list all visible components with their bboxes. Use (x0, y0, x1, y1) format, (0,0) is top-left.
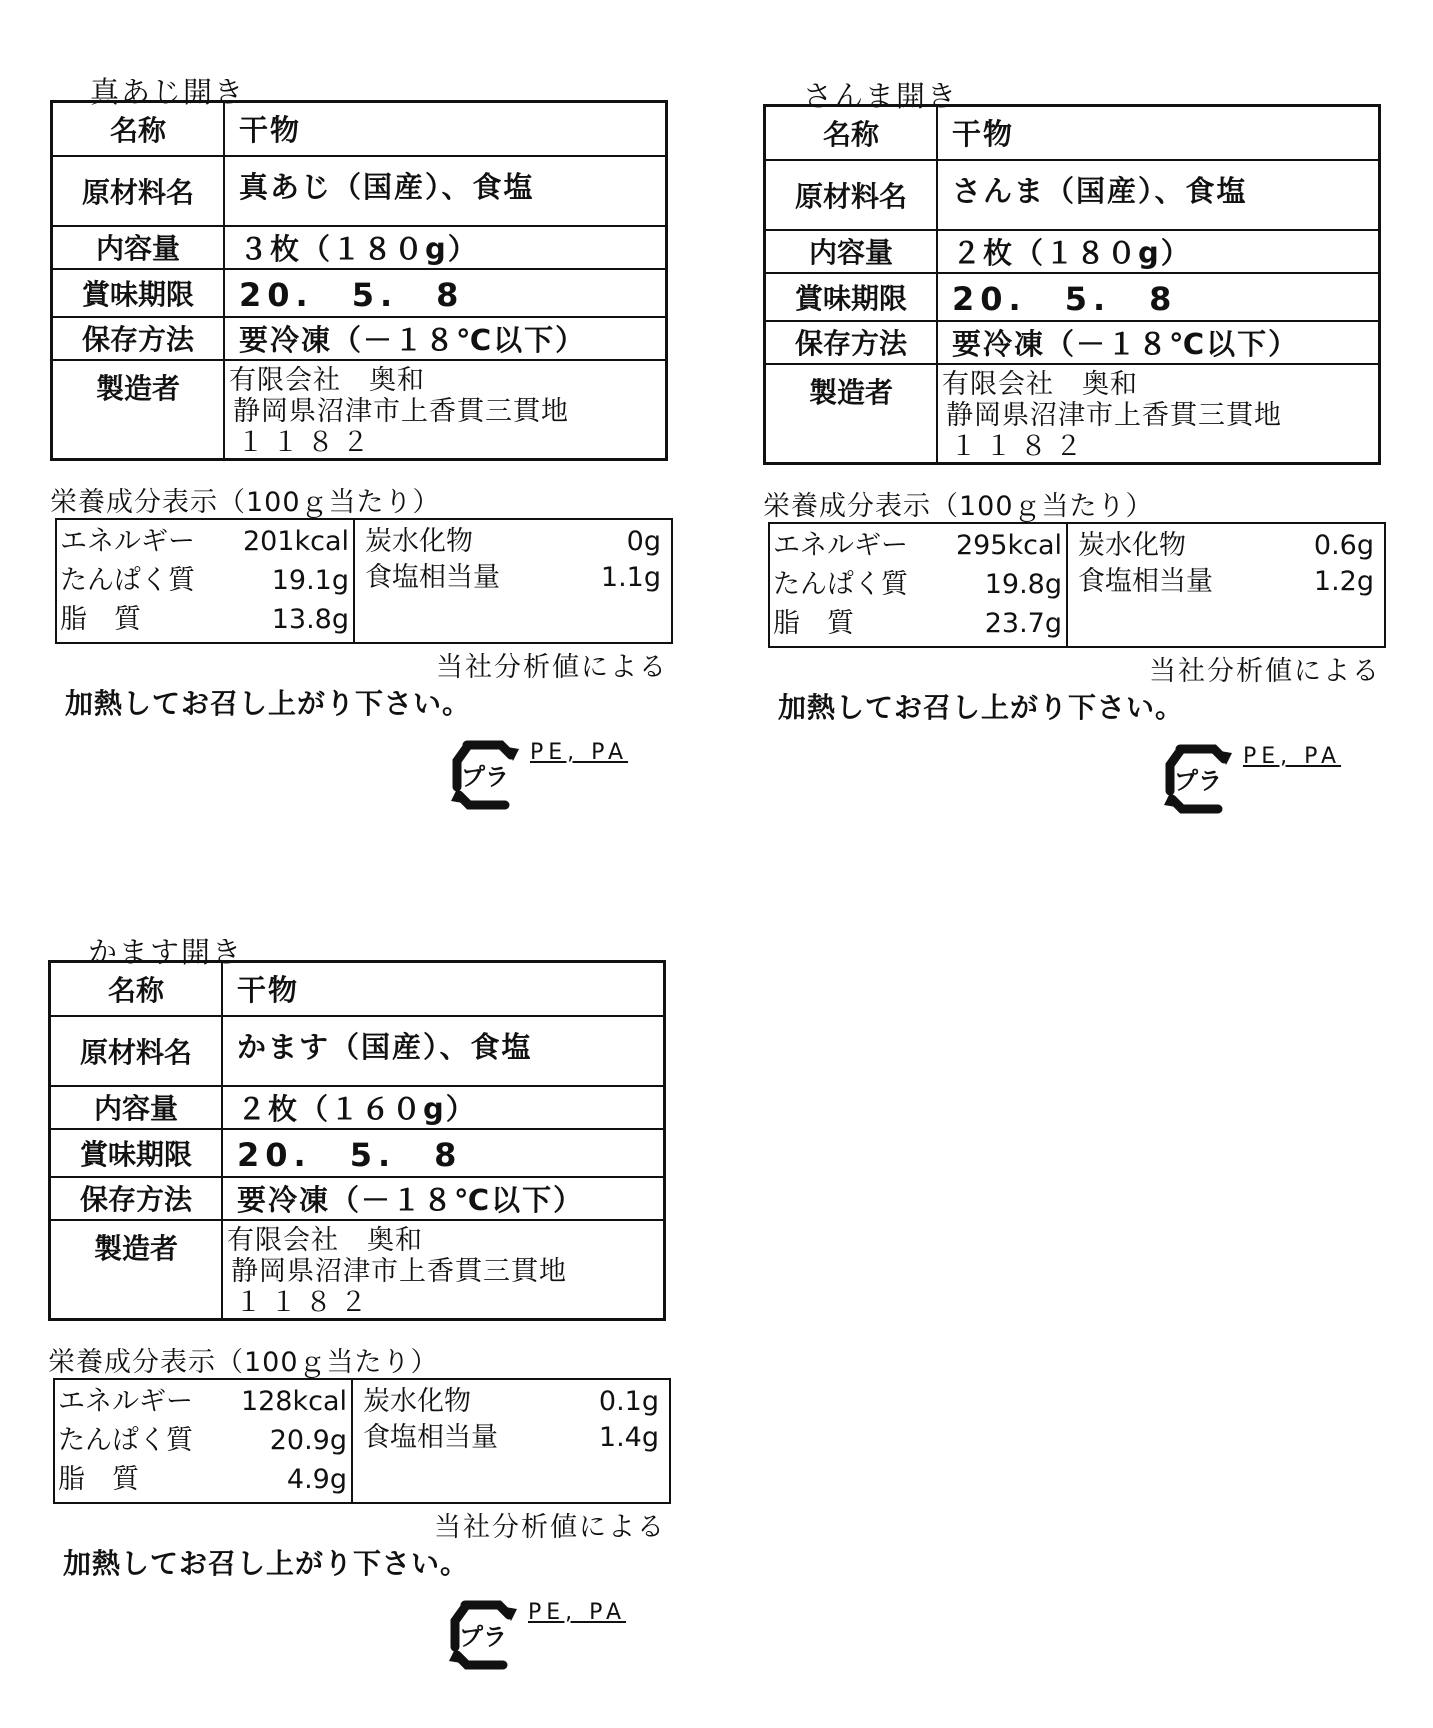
quantity-label: 内容量 (50, 1086, 223, 1129)
nutrition-left-column (57, 520, 355, 642)
recycle-mark-text: プラ (461, 763, 509, 791)
nutrition-row-fat (770, 606, 1066, 642)
name-value: 干物 (222, 962, 665, 1016)
plastic-recycle-icon (443, 1595, 523, 1675)
fat-label: 脂 質 (58, 1464, 139, 1496)
recycle-material-text: PE, PA (530, 740, 629, 765)
label-kamasu (48, 930, 688, 1710)
expiry-value: 20. 5. 8 (224, 269, 667, 317)
energy-label: エネルギー (60, 525, 195, 557)
heating-instruction: 加熱してお召し上がり下さい。 (63, 1547, 470, 1580)
ingredients-label: 原材料名 (765, 160, 938, 230)
storage-label: 保存方法 (50, 1177, 223, 1220)
recycle-mark-text: プラ (459, 1623, 507, 1651)
analysis-note: 当社分析値による (434, 1512, 666, 1543)
protein-value: 19.1g (271, 564, 349, 596)
manufacturer-label: 製造者 (52, 360, 225, 460)
name-value: 干物 (224, 102, 667, 156)
quantity-value: ２枚（１６０g） (222, 1086, 665, 1129)
fat-value: 23.7g (984, 608, 1062, 640)
manufacturer-address: 静岡県沼津市上香貫三貫地 (233, 395, 569, 427)
protein-value: 19.8g (984, 568, 1062, 600)
product-title: 真あじ開き (90, 75, 246, 109)
ingredients-value: かます（国産）、食塩 (222, 1016, 665, 1086)
manufacturer-address-number: １１８２ (235, 1286, 375, 1318)
analysis-note: 当社分析値による (1149, 656, 1381, 687)
protein-value: 20.9g (269, 1424, 347, 1456)
nutrition-left-column (55, 1380, 353, 1502)
nutrition-table (768, 522, 1386, 648)
nutrition-row-protein (57, 563, 353, 599)
expiry-label: 賞味期限 (50, 1129, 223, 1177)
manufacturer-value (937, 364, 1380, 464)
nutrition-right-column (1068, 524, 1384, 646)
nutrition-row-protein (770, 567, 1066, 603)
energy-value: 201kcal (242, 525, 349, 557)
row-expiry (765, 273, 1380, 321)
heating-instruction: 加熱してお召し上がり下さい。 (65, 687, 472, 720)
row-name (52, 102, 667, 156)
carbohydrate-value: 0.1g (598, 1386, 659, 1417)
manufacturer-label: 製造者 (765, 364, 938, 464)
manufacturer-label: 製造者 (50, 1220, 223, 1320)
ingredients-label: 原材料名 (52, 156, 225, 226)
plastic-recycle-icon (445, 735, 525, 815)
row-expiry (50, 1129, 665, 1177)
expiry-label: 賞味期限 (52, 269, 225, 317)
nutrition-row-carbohydrate (353, 1384, 669, 1420)
nutrition-title: 栄養成分表示（100ｇ当たり） (50, 487, 441, 518)
manufacturer-company: 有限会社 奥和 (229, 364, 425, 396)
recycle-mark-text: プラ (1174, 767, 1222, 795)
nutrition-row-protein (55, 1423, 351, 1459)
name-label: 名称 (50, 962, 223, 1016)
name-label: 名称 (52, 102, 225, 156)
carbohydrate-value: 0g (626, 526, 661, 557)
manufacturer-value (222, 1220, 665, 1320)
fat-label: 脂 質 (60, 604, 141, 636)
nutrition-row-carbohydrate (1068, 528, 1384, 564)
nutrition-table (53, 1378, 671, 1504)
nutrition-row-energy (55, 1384, 351, 1420)
energy-label: エネルギー (58, 1385, 193, 1417)
nutrition-row-carbohydrate (355, 524, 671, 560)
nutrition-right-column (355, 520, 671, 642)
manufacturer-address: 静岡県沼津市上香貫三貫地 (231, 1255, 567, 1287)
nutrition-row-salt (355, 560, 671, 596)
row-ingredients (50, 1016, 665, 1086)
recycle-material (1243, 744, 1341, 769)
row-ingredients (765, 160, 1380, 230)
product-info-table (50, 100, 668, 461)
ingredients-value: 真あじ（国産）、食塩 (224, 156, 667, 226)
quantity-value: ２枚（１８０g） (937, 230, 1380, 273)
salt-label: 食塩相当量 (363, 1422, 498, 1453)
manufacturer-value (224, 360, 667, 460)
manufacturer-address: 静岡県沼津市上香貫三貫地 (946, 399, 1282, 431)
row-name (765, 106, 1380, 160)
row-manufacturer (50, 1220, 665, 1320)
row-name (50, 962, 665, 1016)
energy-value: 295kcal (955, 529, 1062, 561)
label-aji (50, 70, 690, 850)
carbohydrate-label: 炭水化物 (363, 1386, 471, 1417)
row-manufacturer (765, 364, 1380, 464)
name-label: 名称 (765, 106, 938, 160)
expiry-value: 20. 5. 8 (222, 1129, 665, 1177)
energy-label: エネルギー (773, 529, 908, 561)
manufacturer-address-number: １１８２ (237, 426, 377, 458)
recycle-material-text: PE, PA (528, 1600, 627, 1625)
storage-value: 要冷凍（－１８℃以下） (222, 1177, 665, 1220)
heating-instruction: 加熱してお召し上がり下さい。 (778, 691, 1185, 724)
row-expiry (52, 269, 667, 317)
carbohydrate-value: 0.6g (1313, 530, 1374, 561)
quantity-value: ３枚（１８０g） (224, 226, 667, 269)
row-quantity (52, 226, 667, 269)
fat-value: 4.9g (286, 1464, 347, 1496)
row-storage (52, 317, 667, 360)
nutrition-row-fat (55, 1462, 351, 1498)
product-title: さんま開き (803, 79, 959, 113)
product-info-table (48, 960, 666, 1321)
nutrition-row-salt (353, 1420, 669, 1456)
expiry-value: 20. 5. 8 (937, 273, 1380, 321)
nutrition-row-energy (770, 528, 1066, 564)
manufacturer-company: 有限会社 奥和 (942, 368, 1138, 400)
row-storage (50, 1177, 665, 1220)
row-storage (765, 321, 1380, 364)
carbohydrate-label: 炭水化物 (365, 526, 473, 557)
salt-value: 1.2g (1313, 566, 1374, 597)
nutrition-row-energy (57, 524, 353, 560)
storage-value: 要冷凍（－１８℃以下） (224, 317, 667, 360)
row-quantity (50, 1086, 665, 1129)
row-manufacturer (52, 360, 667, 460)
storage-value: 要冷凍（－１８℃以下） (937, 321, 1380, 364)
plastic-recycle-icon (1158, 739, 1238, 819)
fat-label: 脂 質 (773, 608, 854, 640)
nutrition-right-column (353, 1380, 669, 1502)
expiry-label: 賞味期限 (765, 273, 938, 321)
recycle-material (530, 740, 628, 765)
carbohydrate-label: 炭水化物 (1078, 530, 1186, 561)
ingredients-label: 原材料名 (50, 1016, 223, 1086)
quantity-label: 内容量 (765, 230, 938, 273)
protein-label: たんぱく質 (58, 1424, 193, 1456)
nutrition-row-fat (57, 602, 353, 638)
recycle-material-text: PE, PA (1243, 744, 1342, 769)
salt-value: 1.1g (600, 562, 661, 593)
row-quantity (765, 230, 1380, 273)
product-title: かます開き (88, 935, 244, 969)
label-sanma (763, 74, 1403, 854)
row-ingredients (52, 156, 667, 226)
nutrition-left-column (770, 524, 1068, 646)
nutrition-title: 栄養成分表示（100ｇ当たり） (763, 491, 1154, 522)
nutrition-table (55, 518, 673, 644)
energy-value: 128kcal (240, 1385, 347, 1417)
fat-value: 13.8g (271, 604, 349, 636)
manufacturer-address-number: １１８２ (950, 430, 1090, 462)
protein-label: たんぱく質 (60, 564, 195, 596)
salt-value: 1.4g (598, 1422, 659, 1453)
storage-label: 保存方法 (52, 317, 225, 360)
salt-label: 食塩相当量 (1078, 566, 1213, 597)
analysis-note: 当社分析値による (436, 652, 668, 683)
recycle-material (528, 1600, 626, 1625)
protein-label: たんぱく質 (773, 568, 908, 600)
quantity-label: 内容量 (52, 226, 225, 269)
product-info-table (763, 104, 1381, 465)
nutrition-title: 栄養成分表示（100ｇ当たり） (48, 1347, 439, 1378)
storage-label: 保存方法 (765, 321, 938, 364)
salt-label: 食塩相当量 (365, 562, 500, 593)
ingredients-value: さんま（国産）、食塩 (937, 160, 1380, 230)
name-value: 干物 (937, 106, 1380, 160)
nutrition-row-salt (1068, 564, 1384, 600)
manufacturer-company: 有限会社 奥和 (227, 1224, 423, 1256)
